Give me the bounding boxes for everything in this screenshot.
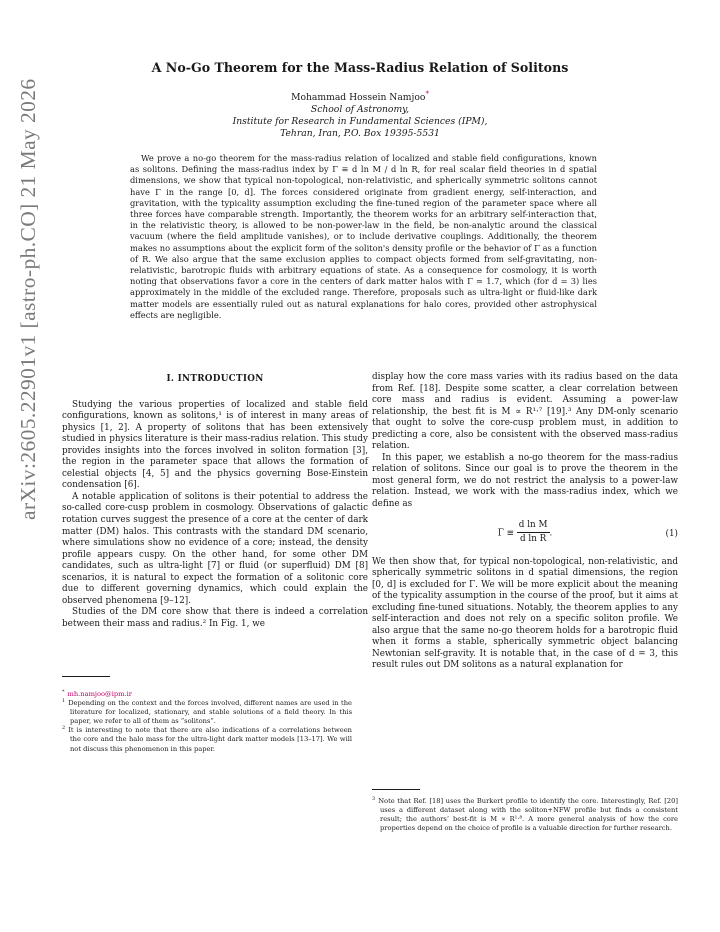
section-heading-introduction: I. INTRODUCTION <box>166 374 264 384</box>
author-block <box>0 89 720 140</box>
paper-title: A No-Go Theorem for the Mass-Radius Relation of Solitons <box>151 60 569 75</box>
affiliation-line-2: Institute for Research in Fundamental Sciences (IPM), <box>232 116 488 127</box>
right-paragraph-3: We then show that, for typical non-topological, non-relativistic, and spherically symmetric solitons in d spatial dimensions, the region [0, d] is excluded for Γ. We will be more explicit about the meaning of the typicality assumption in the course of the proof, but it aims at excluding fine-tuned situations. Notably, the theorem applies to any self-interaction and does not rely on a specific soliton profile. We also argue that the same no-go theorem holds for a barotropic fluid when it forms a stable, spherically symmetric object balancing Newtonian self-gravity. It is notable that, in the case of d = 3, this result rules out DM solitons as a natural explanation for <box>372 556 678 671</box>
affiliation-line-3: Tehran, Iran, P.O. Box 19395-5531 <box>280 128 440 139</box>
footnote-3: $^3$ Note that Ref. [18] uses the Burkert profile to identify the core. Interestingly, Ref. [20] uses a different dataset along with the soliton+NFW profile but finds a consistent result; the authors’ best-fit is M ∝ R¹·⁸. A more general analysis of how the core properties depend on the choice of profile is a valuable direction for further research. <box>372 795 678 833</box>
footnotes-left <box>62 690 352 754</box>
arxiv-stamp-text: arXiv:2605.22901v1 [astro-ph.CO] 21 May 2026 <box>16 78 40 520</box>
footnotes-right <box>372 797 678 833</box>
intro-paragraph-2: A notable application of solitons is their potential to address the so-called core-cusp problem in cosmology. Observations of galactic rotation curves suggest the presence of a core at the center of dark matter (DM) halos. This contrasts with the standard DM scenario, where simulations show no evidence of a core; instead, the density profile appears cuspy. On the other hand, for some other DM candidates, such as ultra-light [7] or fluid (or superfluid) DM [8] scenarios, it is natural to expect the formation of a solitonic core due to different governing dynamics, which could explain the observed phenomena [9–12]. <box>62 491 368 606</box>
footnote-rule-right <box>372 789 420 790</box>
right-column <box>372 372 678 672</box>
equation-lhs: Γ ≡ <box>497 528 514 539</box>
right-paragraph-1: display how the core mass varies with its radius based on the data from Ref. [18]. Despite some scatter, a clear correlation between core mass and radius is evident. Assuming a power-law relationship, the best fit is M ∝ R¹·⁷ [19].³ Any DM-only scenario that ought to solve the core-cusp problem must, in addition to predicting a core, also be consistent with the observed mass-radius relation. <box>372 372 678 452</box>
right-paragraph-2: In this paper, we establish a no-go theorem for the mass-radius relation of solitons. Since our goal is to prove the theorem in the most general form, we do not restrict the analysis to a power-law relation. Instead, we work with the mass-radius index, which we define as <box>372 452 678 510</box>
author-footnote-marker[interactable]: * <box>425 89 429 98</box>
equation-numerator: d ln M <box>517 520 550 534</box>
equation-fraction <box>517 520 550 546</box>
left-column <box>62 372 368 630</box>
equation-trail: . <box>549 528 553 539</box>
footnote-rule-left <box>62 676 110 677</box>
equation-denominator: d ln R <box>519 534 547 545</box>
footnote-email: * mh.namjoo@ipm.ir <box>62 688 132 698</box>
equation-number: (1) <box>665 528 678 539</box>
equation-1 <box>372 517 678 551</box>
author-name: Mohammad Hossein Namjoo* <box>291 89 429 103</box>
footnote-2: $^2$ It is interesting to note that there are also indications of a correlations between the core and the halo mass for the ultra-light dark matter models [13–17]. We will not discuss this phenomenon in this paper. <box>62 725 352 753</box>
footnote-1: $^1$ Depending on the context and the forces involved, different names are used in the literature for localized, stationary, and stable solutions of a field theory. In this paper, we refer to all of them as “solitons”. <box>62 697 352 726</box>
intro-paragraph-1: Studying the various properties of localized and stable field configurations, known as solitons,¹ is of interest in many areas of physics [1, 2]. A property of solitons that has been extensively studied in physics literature is their mass-radius relation. This study provides insights into the forces involved in soliton formation [3], the region in the parameter space that allows the formation of celestial objects [4, 5] and the physics governing Bose-Einstein condensation [6]. <box>62 399 368 491</box>
abstract: We prove a no-go theorem for the mass-radius relation of localized and stable field configurations, known as solitons. Defining the mass-radius index by Γ ≡ d ln M / d ln R, for real scalar field theories in d spatial dimensions, we show that typical non-topological, non-relativistic, and spherically symmetric solitons cannot have Γ in the range [0, d]. The forces considered originate from gradient energy, self-interaction, and gravitation, with the typicality assumption excluding the fine-tuned region of the parameter space where all three forces have comparable strength. Importantly, the theorem works for an arbitrary self-interaction that, in the relativistic theory, is allowed to be non-power-law in the field, be non-analytic around the classical vacuum (where the field amplitude vanishes), or to include derivative couplings. Additionally, the theorem makes no assumptions about the explicit form of the soliton's density profile or the behavior of Γ as a function of R. We also argue that the same exclusion applies to compact objects formed from self-gravitating, non-relativistic, barotropic fluids with arbitrary equations of state. As a consequence for cosmology, it is worth noting that observations favor a core in the centers of dark matter halos with Γ ≃ 1.7, which (for d = 3) lies approximately in the middle of the excluded range. Therefore, proposals such as ultra-light or fluid-like dark matter models are essentially ruled out as natural explanations for halo cores, provided other astrophysical effects are negligible. <box>130 153 597 320</box>
affiliation-line-1: School of Astronomy, <box>310 104 410 115</box>
email-link[interactable]: mh.namjoo@ipm.ir <box>67 690 132 698</box>
intro-paragraph-3: Studies of the DM core show that there is indeed a correlation between their mass and radius.² In Fig. 1, we <box>62 607 368 629</box>
